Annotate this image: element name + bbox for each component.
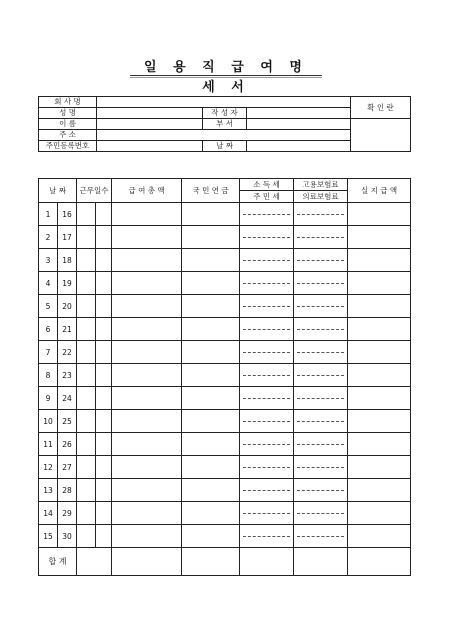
insurance-cell[interactable] <box>294 318 348 341</box>
tax-cell[interactable] <box>240 456 294 479</box>
insurance-cell[interactable] <box>294 502 348 525</box>
table-row <box>39 479 411 502</box>
pension-cell[interactable] <box>182 272 240 295</box>
dashed-divider <box>243 536 290 537</box>
tax-cell[interactable] <box>240 410 294 433</box>
dashed-divider <box>243 306 290 307</box>
table-row <box>39 249 411 272</box>
person-field[interactable] <box>97 119 203 130</box>
dashed-divider <box>297 329 344 330</box>
insurance-cell[interactable] <box>294 479 348 502</box>
pension-cell[interactable] <box>182 364 240 387</box>
workdays-cell-a[interactable] <box>77 479 96 502</box>
net-pay-cell[interactable] <box>348 502 411 525</box>
tax-cell[interactable] <box>240 249 294 272</box>
day-second-cell: 27 <box>58 456 77 479</box>
dashed-divider <box>243 421 290 422</box>
net-pay-cell[interactable] <box>348 479 411 502</box>
gross-pay-cell[interactable] <box>112 226 182 249</box>
total-workdays-cell[interactable] <box>77 548 112 576</box>
dashed-divider <box>297 513 344 514</box>
dashed-divider <box>297 490 344 491</box>
dashed-divider <box>243 214 290 215</box>
net-pay-cell[interactable] <box>348 249 411 272</box>
confirm-stamp-area[interactable] <box>351 119 411 152</box>
table-row <box>39 203 411 226</box>
pension-cell[interactable] <box>182 433 240 456</box>
dashed-divider <box>243 513 290 514</box>
day-first-cell: 9 <box>39 387 58 410</box>
table-row <box>39 318 411 341</box>
writer-field[interactable] <box>247 108 351 119</box>
dashed-divider <box>297 536 344 537</box>
dashed-divider <box>243 352 290 353</box>
title-underline-2 <box>130 77 322 78</box>
pension-cell[interactable] <box>182 295 240 318</box>
tax-cell[interactable] <box>240 341 294 364</box>
company-label: 회 사 명 <box>39 97 97 108</box>
total-tax-cell[interactable] <box>240 548 294 576</box>
dept-label: 부 서 <box>203 119 247 130</box>
table-row <box>39 456 411 479</box>
table-row <box>39 410 411 433</box>
workdays-cell-a[interactable] <box>77 456 96 479</box>
tax-cell[interactable] <box>240 479 294 502</box>
day-second-cell: 17 <box>58 226 77 249</box>
confirm-label: 확 인 란 <box>351 97 411 119</box>
pension-cell[interactable] <box>182 502 240 525</box>
insurance-cell[interactable] <box>294 249 348 272</box>
net-pay-cell[interactable] <box>348 525 411 548</box>
dashed-divider <box>243 329 290 330</box>
insurance-cell[interactable] <box>294 433 348 456</box>
gross-pay-cell[interactable] <box>112 295 182 318</box>
total-pension-cell[interactable] <box>182 548 240 576</box>
dashed-divider <box>243 398 290 399</box>
workdays-cell-a[interactable] <box>77 502 96 525</box>
dashed-divider <box>297 214 344 215</box>
workdays-cell-b[interactable] <box>96 387 112 410</box>
day-second-cell: 20 <box>58 295 77 318</box>
employment-insurance-header: 고용보험료 <box>294 179 348 191</box>
table-row <box>39 272 411 295</box>
insurance-cell[interactable] <box>294 364 348 387</box>
table-row <box>39 433 411 456</box>
table-row <box>39 341 411 364</box>
company-field[interactable] <box>97 97 351 108</box>
day-first-cell: 2 <box>39 226 58 249</box>
dept-field[interactable] <box>247 119 351 130</box>
dashed-divider <box>297 467 344 468</box>
tax-cell[interactable] <box>240 525 294 548</box>
person-label: 이 름 <box>39 119 97 130</box>
dashed-divider <box>297 421 344 422</box>
insurance-cell[interactable] <box>294 410 348 433</box>
dashed-divider <box>297 260 344 261</box>
gross-pay-cell[interactable] <box>112 387 182 410</box>
net-pay-cell[interactable] <box>348 387 411 410</box>
day-second-cell: 16 <box>58 203 77 226</box>
gross-pay-cell[interactable] <box>112 318 182 341</box>
address-label: 주 소 <box>39 130 97 141</box>
workdays-cell-b[interactable] <box>96 525 112 548</box>
workdays-cell-b[interactable] <box>96 364 112 387</box>
day-second-cell: 19 <box>58 272 77 295</box>
total-gross-cell[interactable] <box>112 548 182 576</box>
gross-pay-cell[interactable] <box>112 410 182 433</box>
dashed-divider <box>243 490 290 491</box>
id-number-label: 주민등록번호 <box>39 141 97 152</box>
tax-cell[interactable] <box>240 272 294 295</box>
document-title: 일 용 직 급 여 명 세 서 <box>144 60 308 95</box>
gross-pay-cell[interactable] <box>112 502 182 525</box>
total-label: 합 계 <box>39 548 77 576</box>
workdays-cell-a[interactable] <box>77 525 96 548</box>
tax-cell[interactable] <box>240 502 294 525</box>
gross-pay-cell[interactable] <box>112 364 182 387</box>
day-first-cell: 12 <box>39 456 58 479</box>
table-row <box>39 364 411 387</box>
employee-info-table <box>38 96 411 152</box>
dashed-divider <box>297 283 344 284</box>
workdays-cell-b[interactable] <box>96 479 112 502</box>
payroll-table <box>38 178 411 576</box>
day-second-cell: 21 <box>58 318 77 341</box>
pension-header: 국 민 연 금 <box>182 179 240 203</box>
gross-pay-cell[interactable] <box>112 456 182 479</box>
day-first-cell: 10 <box>39 410 58 433</box>
date-field[interactable] <box>247 141 351 152</box>
workdays-header: 근무일수 <box>77 179 112 203</box>
pension-cell[interactable] <box>182 525 240 548</box>
insurance-cell[interactable] <box>294 341 348 364</box>
table-row <box>39 525 411 548</box>
net-pay-cell[interactable] <box>348 226 411 249</box>
address-field[interactable] <box>97 130 351 141</box>
dashed-divider <box>297 444 344 445</box>
dashed-divider <box>297 237 344 238</box>
title-underline <box>130 75 322 76</box>
gross-pay-header: 급 여 총 액 <box>112 179 182 203</box>
insurance-cell[interactable] <box>294 226 348 249</box>
net-pay-header: 실 지 급 액 <box>348 179 411 203</box>
writer-label: 작 성 자 <box>203 108 247 119</box>
dashed-divider <box>243 237 290 238</box>
workdays-cell-a[interactable] <box>77 433 96 456</box>
dashed-divider <box>243 375 290 376</box>
name-field[interactable] <box>97 108 203 119</box>
tax-cell[interactable] <box>240 364 294 387</box>
id-number-field[interactable] <box>97 141 203 152</box>
day-first-cell: 13 <box>39 479 58 502</box>
day-second-cell: 18 <box>58 249 77 272</box>
pension-cell[interactable] <box>182 479 240 502</box>
day-first-cell: 5 <box>39 295 58 318</box>
pension-cell[interactable] <box>182 249 240 272</box>
dashed-divider <box>297 375 344 376</box>
workdays-cell-a[interactable] <box>77 295 96 318</box>
workdays-cell-b[interactable] <box>96 295 112 318</box>
net-pay-cell[interactable] <box>348 341 411 364</box>
insurance-cell[interactable] <box>294 203 348 226</box>
gross-pay-cell[interactable] <box>112 341 182 364</box>
gross-pay-cell[interactable] <box>112 272 182 295</box>
day-second-cell: 22 <box>58 341 77 364</box>
day-first-cell: 14 <box>39 502 58 525</box>
insurance-cell[interactable] <box>294 525 348 548</box>
day-second-cell: 23 <box>58 364 77 387</box>
gross-pay-cell[interactable] <box>112 479 182 502</box>
pension-cell[interactable] <box>182 456 240 479</box>
table-row <box>39 226 411 249</box>
tax-cell[interactable] <box>240 226 294 249</box>
total-insurance-cell[interactable] <box>294 548 348 576</box>
tax-cell[interactable] <box>240 387 294 410</box>
insurance-cell[interactable] <box>294 295 348 318</box>
income-tax-header: 소 득 세 <box>240 179 294 191</box>
insurance-cell[interactable] <box>294 387 348 410</box>
workdays-cell-b[interactable] <box>96 203 112 226</box>
workdays-cell-b[interactable] <box>96 272 112 295</box>
workdays-cell-b[interactable] <box>96 318 112 341</box>
tax-cell[interactable] <box>240 318 294 341</box>
workdays-cell-b[interactable] <box>96 456 112 479</box>
workdays-cell-b[interactable] <box>96 226 112 249</box>
net-pay-cell[interactable] <box>348 318 411 341</box>
gross-pay-cell[interactable] <box>112 433 182 456</box>
dashed-divider <box>243 467 290 468</box>
insurance-cell[interactable] <box>294 456 348 479</box>
resident-tax-header: 주 민 세 <box>240 191 294 203</box>
net-pay-cell[interactable] <box>348 364 411 387</box>
workdays-cell-a[interactable] <box>77 364 96 387</box>
table-row <box>39 295 411 318</box>
date-header: 날 짜 <box>39 179 77 203</box>
day-second-cell: 30 <box>58 525 77 548</box>
medical-insurance-header: 의료보험료 <box>294 191 348 203</box>
workdays-cell-b[interactable] <box>96 433 112 456</box>
pension-cell[interactable] <box>182 203 240 226</box>
net-pay-cell[interactable] <box>348 272 411 295</box>
insurance-cell[interactable] <box>294 272 348 295</box>
day-second-cell: 24 <box>58 387 77 410</box>
pension-cell[interactable] <box>182 387 240 410</box>
dashed-divider <box>243 260 290 261</box>
workdays-cell-b[interactable] <box>96 502 112 525</box>
table-row <box>39 387 411 410</box>
day-second-cell: 29 <box>58 502 77 525</box>
day-first-cell: 4 <box>39 272 58 295</box>
net-pay-cell[interactable] <box>348 456 411 479</box>
day-first-cell: 1 <box>39 203 58 226</box>
workdays-cell-a[interactable] <box>77 249 96 272</box>
dashed-divider <box>243 444 290 445</box>
name-label: 성 명 <box>39 108 97 119</box>
gross-pay-cell[interactable] <box>112 203 182 226</box>
net-pay-cell[interactable] <box>348 203 411 226</box>
dashed-divider <box>243 283 290 284</box>
day-first-cell: 6 <box>39 318 58 341</box>
workdays-cell-a[interactable] <box>77 318 96 341</box>
gross-pay-cell[interactable] <box>112 249 182 272</box>
day-first-cell: 8 <box>39 364 58 387</box>
day-first-cell: 11 <box>39 433 58 456</box>
workdays-cell-b[interactable] <box>96 249 112 272</box>
workdays-cell-a[interactable] <box>77 341 96 364</box>
table-row <box>39 502 411 525</box>
workdays-cell-a[interactable] <box>77 272 96 295</box>
dashed-divider <box>297 352 344 353</box>
workdays-cell-a[interactable] <box>77 410 96 433</box>
day-first-cell: 15 <box>39 525 58 548</box>
net-pay-cell[interactable] <box>348 433 411 456</box>
pension-cell[interactable] <box>182 318 240 341</box>
workdays-cell-b[interactable] <box>96 341 112 364</box>
day-second-cell: 25 <box>58 410 77 433</box>
day-second-cell: 28 <box>58 479 77 502</box>
tax-cell[interactable] <box>240 433 294 456</box>
gross-pay-cell[interactable] <box>112 525 182 548</box>
dashed-divider <box>297 398 344 399</box>
net-pay-cell[interactable] <box>348 295 411 318</box>
date-label: 날 짜 <box>203 141 247 152</box>
pension-cell[interactable] <box>182 410 240 433</box>
dashed-divider <box>297 306 344 307</box>
tax-cell[interactable] <box>240 295 294 318</box>
workdays-cell-b[interactable] <box>96 410 112 433</box>
total-net-cell[interactable] <box>348 548 411 576</box>
net-pay-cell[interactable] <box>348 410 411 433</box>
workdays-cell-a[interactable] <box>77 387 96 410</box>
workdays-cell-a[interactable] <box>77 226 96 249</box>
day-second-cell: 26 <box>58 433 77 456</box>
workdays-cell-a[interactable] <box>77 203 96 226</box>
tax-cell[interactable] <box>240 203 294 226</box>
day-first-cell: 3 <box>39 249 58 272</box>
pension-cell[interactable] <box>182 341 240 364</box>
pension-cell[interactable] <box>182 226 240 249</box>
day-first-cell: 7 <box>39 341 58 364</box>
